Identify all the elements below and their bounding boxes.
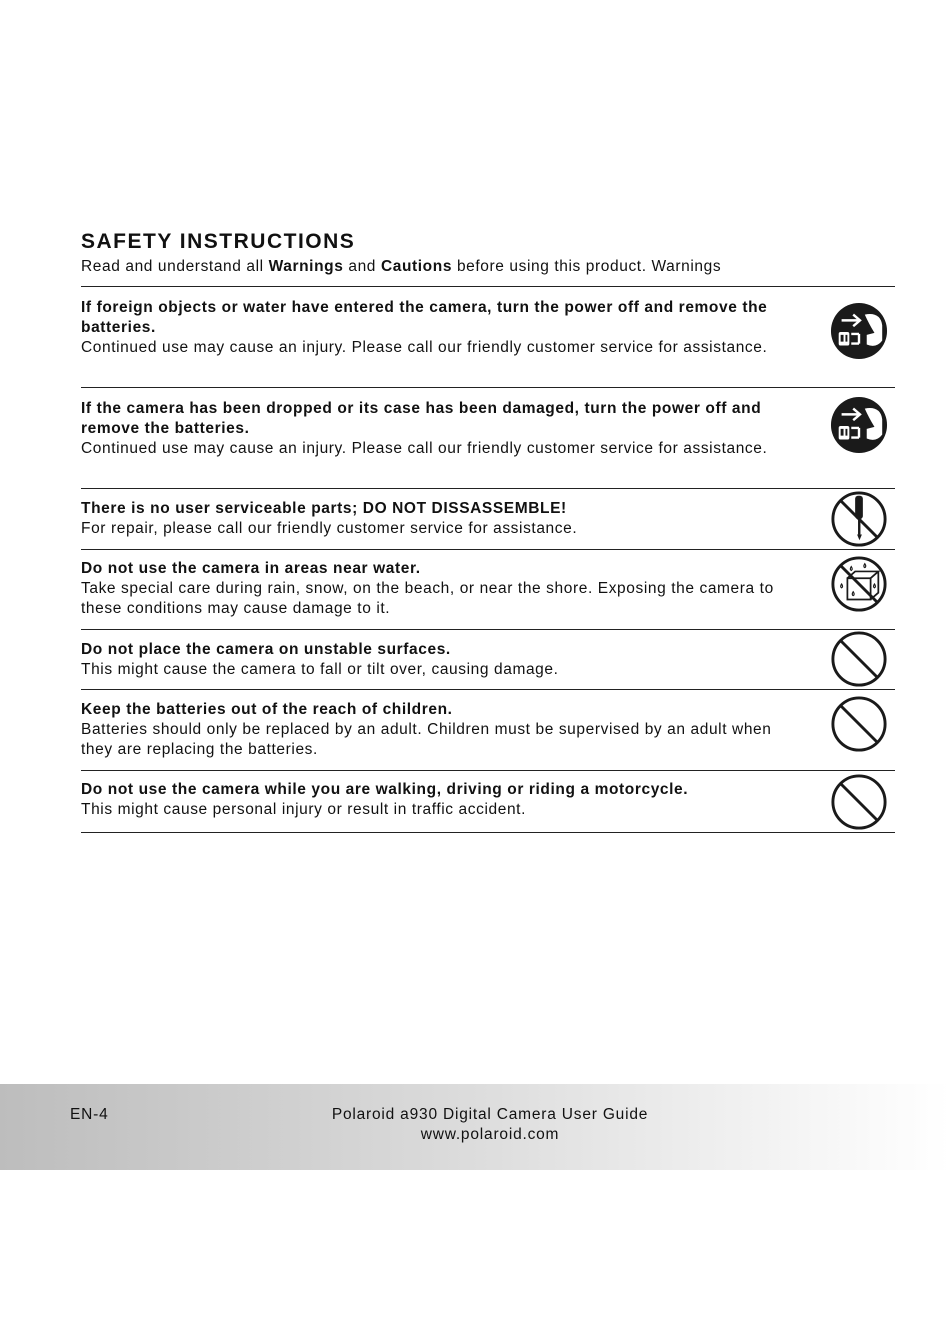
- item-heading: If the camera has been dropped or its case has been damaged, turn the power off and remove the batteries.: [81, 400, 762, 437]
- item-heading: Do not use the camera while you are walking, driving or riding a motorcycle.: [81, 781, 689, 798]
- divider: [81, 689, 895, 690]
- unplug-icon: [830, 302, 888, 360]
- unplug-icon: [830, 396, 888, 454]
- divider: [81, 488, 895, 489]
- item-text: This might cause personal injury or result in traffic accident.: [81, 801, 526, 818]
- prohibited-icon: [830, 773, 888, 831]
- page-number: EN-4: [70, 1106, 109, 1123]
- safety-item: [81, 559, 895, 619]
- divider: [81, 832, 895, 833]
- safety-item: [81, 499, 895, 539]
- item-text: Continued use may cause an injury. Please call our friendly customer service for assistance.: [81, 339, 768, 356]
- divider: [81, 286, 895, 287]
- item-heading: Do not use the camera in areas near water.: [81, 560, 421, 577]
- item-heading: There is no user serviceable parts; DO NOT DISSASSEMBLE!: [81, 500, 567, 517]
- divider: [81, 770, 895, 771]
- safety-item: [81, 640, 895, 680]
- item-text: Batteries should only be replaced by an adult. Children must be supervised by an adult when they are replacing the batteries.: [81, 721, 772, 758]
- website-link[interactable]: www.polaroid.com: [420, 1126, 560, 1143]
- divider: [81, 387, 895, 388]
- divider: [81, 549, 895, 550]
- safety-item: [81, 399, 895, 459]
- item-text: This might cause the camera to fall or tilt over, causing damage.: [81, 661, 559, 678]
- item-text: Take special care during rain, snow, on the beach, or near the shore. Exposing the camera to these conditions may cause damage to it.: [81, 580, 774, 617]
- prohibited-icon: [830, 695, 888, 753]
- page-title: SAFETY INSTRUCTIONS: [81, 230, 356, 253]
- no-water-icon: [830, 555, 888, 613]
- divider: [81, 629, 895, 630]
- intro-text: Read and understand all Warnings and Cautions before using this product. Warnings: [81, 258, 722, 275]
- no-disassemble-icon: [830, 490, 888, 548]
- item-heading: Do not place the camera on unstable surfaces.: [81, 641, 451, 658]
- item-text: Continued use may cause an injury. Please call our friendly customer service for assistance.: [81, 440, 768, 457]
- prohibited-icon: [830, 630, 888, 688]
- item-text: For repair, please call our friendly customer service for assistance.: [81, 520, 578, 537]
- guide-title: Polaroid a930 Digital Camera User Guide: [331, 1106, 649, 1123]
- safety-item: [81, 780, 895, 820]
- safety-item: [81, 298, 895, 358]
- item-heading: Keep the batteries out of the reach of children.: [81, 701, 453, 718]
- safety-item: [81, 700, 895, 760]
- item-heading: If foreign objects or water have entered the camera, turn the power off and remove the batteries.: [81, 299, 768, 336]
